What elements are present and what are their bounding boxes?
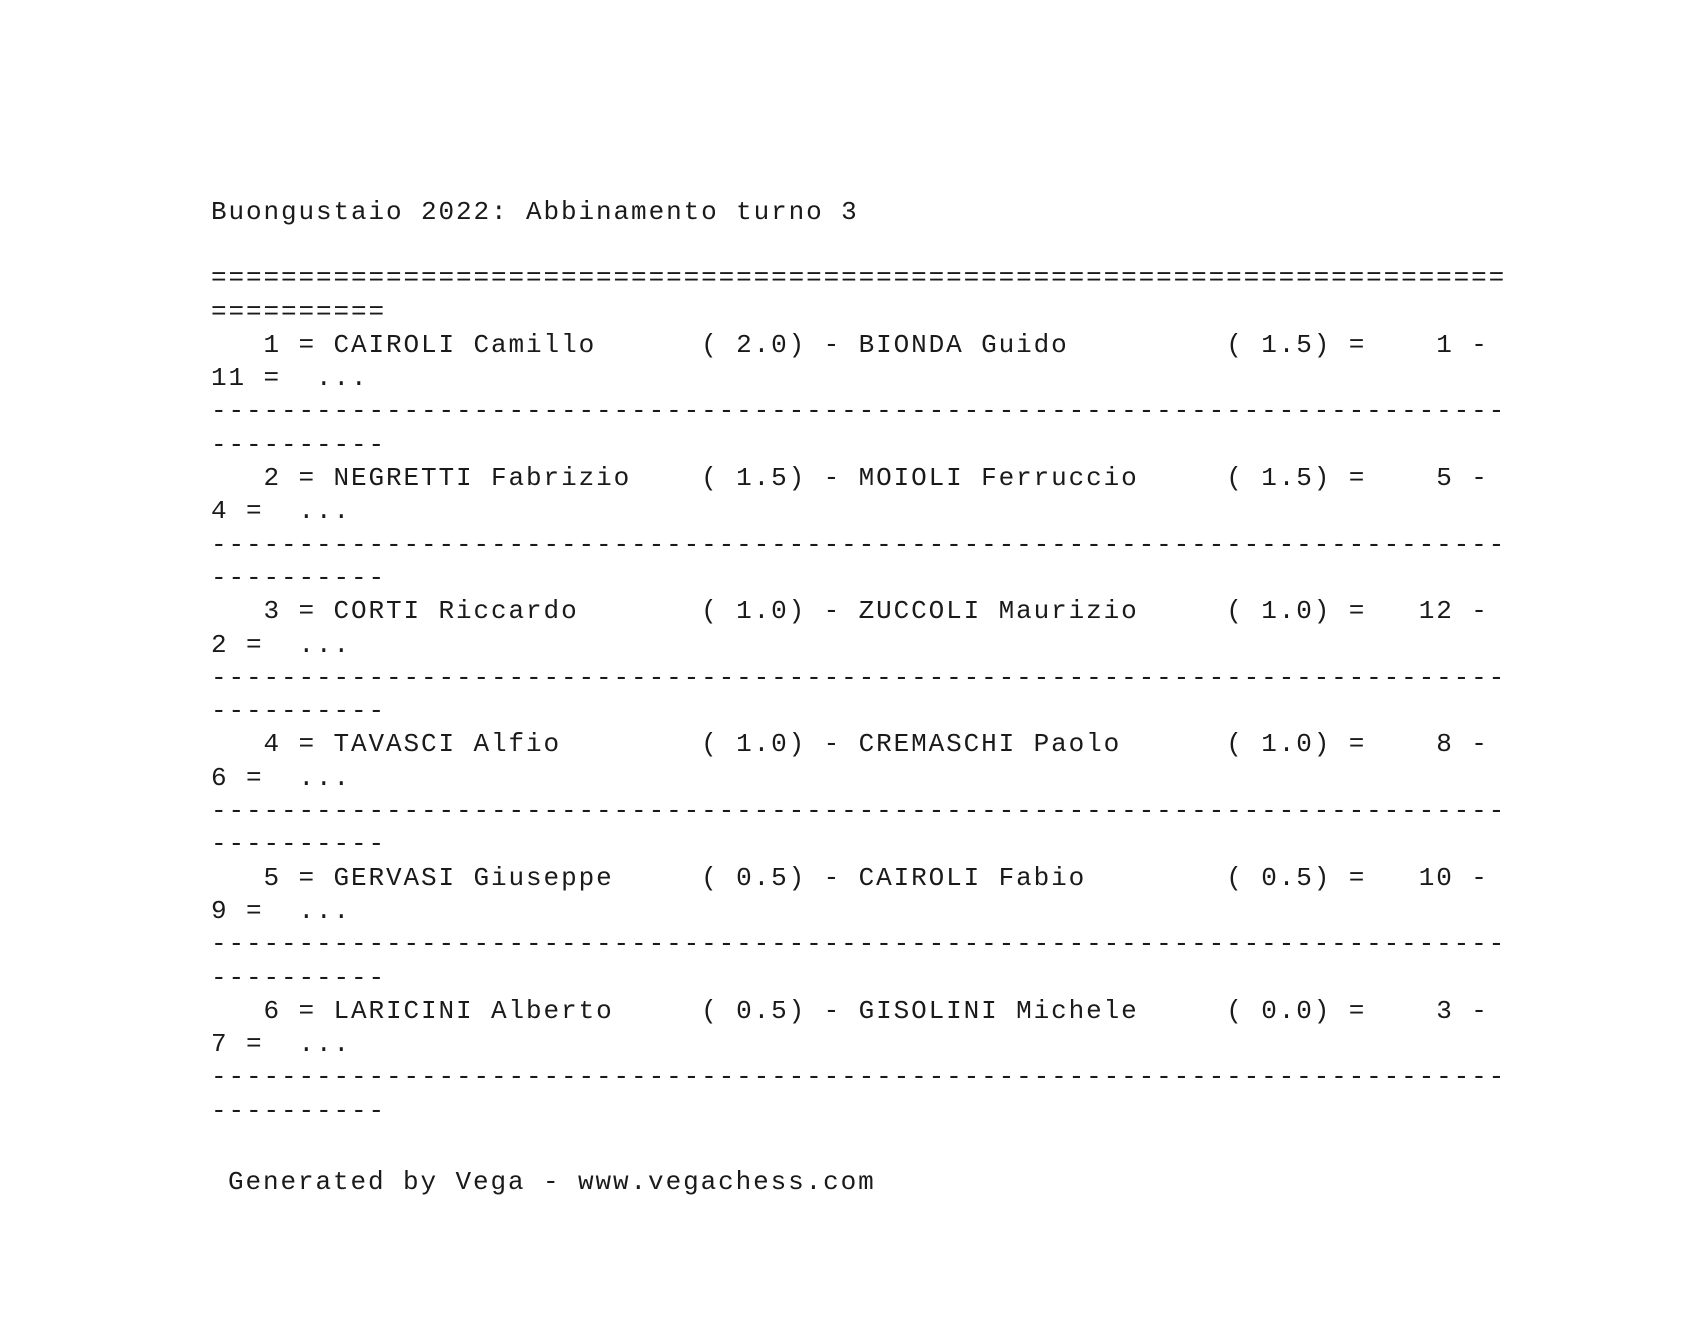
pairing-wrap-line: 7 = ... xyxy=(211,1029,352,1060)
pairing-row xyxy=(211,595,1511,728)
row-separator: -------------------------------------------------------------------------- xyxy=(211,796,1507,827)
black-player-name: CAIROLI Fabio xyxy=(858,862,1227,893)
pairing-row xyxy=(211,329,1511,462)
pairing-document xyxy=(211,196,1511,1128)
pairing-main-line: 1 = CAIROLI Camillo ( 2.0) - BIONDA Guido ( 1.5) = 1 - xyxy=(211,329,1489,360)
black-player-id: 11 xyxy=(211,363,247,394)
row-separator: -------------------------------------------------------------------------- xyxy=(211,529,1507,560)
row-separator-wrap: ---------- xyxy=(211,696,387,727)
row-separator-wrap: ---------- xyxy=(211,829,387,860)
white-player-name: NEGRETTI Fabrizio xyxy=(333,463,702,494)
pairing-wrap-line: 11 = ... xyxy=(211,363,369,394)
black-player-name: GISOLINI Michele xyxy=(858,995,1227,1026)
white-player-score: ( 2.0) xyxy=(701,329,807,360)
pairing-row xyxy=(211,462,1511,595)
row-separator-wrap: ---------- xyxy=(211,1095,387,1126)
black-player-name: ZUCCOLI Maurizio xyxy=(858,596,1227,627)
white-player-id: 10 xyxy=(1383,862,1454,893)
black-player-score: ( 0.5) xyxy=(1226,862,1332,893)
board-number: 4 xyxy=(211,729,282,760)
black-player-score: ( 1.0) xyxy=(1226,729,1332,760)
white-player-id: 1 xyxy=(1383,329,1454,360)
pairing-main-line: 5 = GERVASI Giuseppe ( 0.5) - CAIROLI Fabio ( 0.5) = 10 - xyxy=(211,862,1489,893)
row-separator: -------------------------------------------------------------------------- xyxy=(211,396,1507,427)
pairing-main-line: 3 = CORTI Riccardo ( 1.0) - ZUCCOLI Maurizio ( 1.0) = 12 - xyxy=(211,596,1489,627)
row-separator-wrap: ---------- xyxy=(211,562,387,593)
white-player-score: ( 1.5) xyxy=(701,463,807,494)
result-placeholder: ... xyxy=(316,363,369,394)
black-player-score: ( 1.5) xyxy=(1226,463,1332,494)
board-number: 1 xyxy=(211,329,282,360)
pairing-main-line: 4 = TAVASCI Alfio ( 1.0) - CREMASCHI Paolo ( 1.0) = 8 - xyxy=(211,729,1489,760)
result-placeholder: ... xyxy=(298,895,352,926)
header-separator: ========================================================================== xyxy=(211,263,1507,294)
row-separator: -------------------------------------------------------------------------- xyxy=(211,1062,1507,1093)
pairing-main-line: 2 = NEGRETTI Fabrizio ( 1.5) - MOIOLI Ferruccio ( 1.5) = 5 - xyxy=(211,463,1489,494)
pairing-wrap-line: 4 = ... xyxy=(211,496,352,527)
pairing-wrap-line: 2 = ... xyxy=(211,629,352,660)
pairing-main-line: 6 = LARICINI Alberto ( 0.5) - GISOLINI Michele ( 0.0) = 3 - xyxy=(211,995,1489,1026)
black-player-score: ( 1.0) xyxy=(1226,596,1332,627)
row-separator: -------------------------------------------------------------------------- xyxy=(211,662,1507,693)
result-placeholder: ... xyxy=(298,1029,352,1060)
board-number: 6 xyxy=(211,995,282,1026)
board-number: 5 xyxy=(211,862,282,893)
black-player-id: 6 xyxy=(211,762,229,793)
white-player-id: 3 xyxy=(1383,995,1454,1026)
pairing-row xyxy=(211,995,1511,1128)
pairing-wrap-line: 9 = ... xyxy=(211,895,352,926)
white-player-score: ( 1.0) xyxy=(701,596,807,627)
white-player-name: GERVASI Giuseppe xyxy=(333,862,702,893)
generator-footer: Generated by Vega - www.vegachess.com xyxy=(228,1167,876,1197)
row-separator-wrap: ---------- xyxy=(211,429,387,460)
row-separator: -------------------------------------------------------------------------- xyxy=(211,929,1507,960)
result-placeholder: ... xyxy=(298,762,352,793)
result-placeholder: ... xyxy=(298,496,352,527)
page-title: Buongustaio 2022: Abbinamento turno 3 xyxy=(211,197,859,227)
pairing-row xyxy=(211,728,1511,861)
black-player-id: 4 xyxy=(211,496,229,527)
board-number: 2 xyxy=(211,463,282,494)
result-placeholder: ... xyxy=(298,629,352,660)
white-player-score: ( 0.5) xyxy=(701,862,807,893)
white-player-name: TAVASCI Alfio xyxy=(333,729,702,760)
pairings-list xyxy=(211,329,1511,1128)
pairing-row xyxy=(211,862,1511,995)
black-player-id: 2 xyxy=(211,629,229,660)
white-player-name: CORTI Riccardo xyxy=(333,596,702,627)
black-player-name: MOIOLI Ferruccio xyxy=(858,463,1227,494)
pairing-wrap-line: 6 = ... xyxy=(211,762,352,793)
white-player-name: LARICINI Alberto xyxy=(333,995,702,1026)
black-player-id: 7 xyxy=(211,1029,229,1060)
black-player-score: ( 0.0) xyxy=(1226,995,1332,1026)
black-player-id: 9 xyxy=(211,895,229,926)
row-separator-wrap: ---------- xyxy=(211,962,387,993)
black-player-score: ( 1.5) xyxy=(1226,329,1332,360)
white-player-id: 8 xyxy=(1383,729,1454,760)
white-player-name: CAIROLI Camillo xyxy=(333,329,702,360)
black-player-name: CREMASCHI Paolo xyxy=(858,729,1227,760)
white-player-score: ( 0.5) xyxy=(701,995,807,1026)
white-player-id: 12 xyxy=(1383,596,1454,627)
board-number: 3 xyxy=(211,596,282,627)
header-separator-wrap: ========== xyxy=(211,296,387,327)
white-player-id: 5 xyxy=(1383,463,1454,494)
black-player-name: BIONDA Guido xyxy=(858,329,1227,360)
white-player-score: ( 1.0) xyxy=(701,729,807,760)
